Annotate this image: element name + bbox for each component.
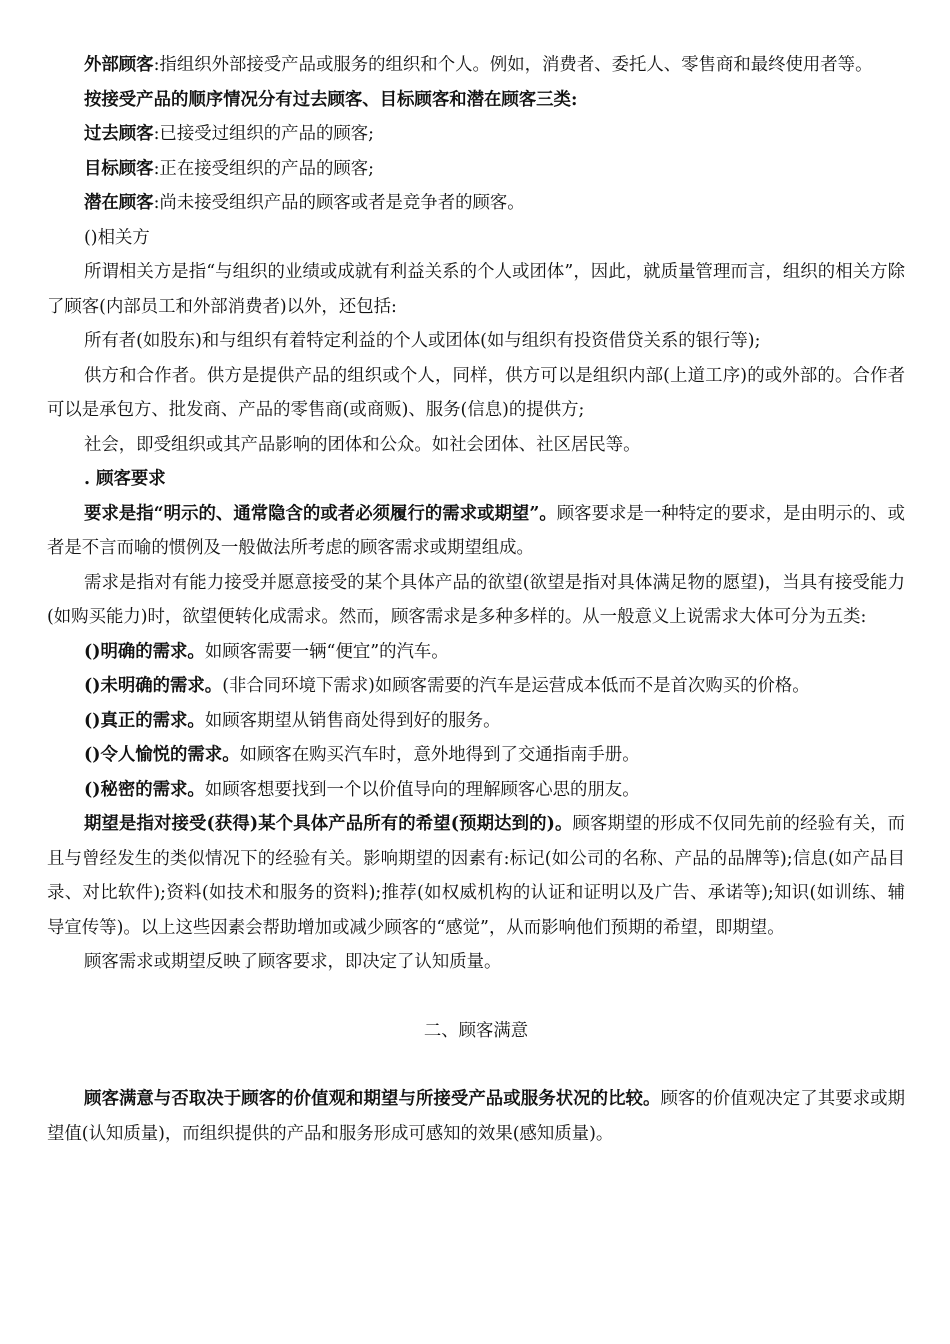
section-heading: 二、顾客满意 <box>423 1020 529 1041</box>
paragraph-text: 顾客的价值观决定了其要求或期望值(认知质量)，而组织提供的产品和服务形成可感知的效果(感知质量)。 <box>47 1089 905 1144</box>
paragraph-past-customer <box>47 117 905 152</box>
paragraph-related-parties-definition <box>47 255 905 324</box>
bold-term: ()秘密的需求。 <box>84 779 205 800</box>
paragraph-society <box>47 428 905 463</box>
paragraph-text: :正在接受组织的产品的顾客; <box>153 158 374 179</box>
bold-term: 外部顾客 <box>84 55 154 75</box>
paragraph-customer-satisfaction <box>47 1082 905 1151</box>
paragraph-text: 顾客期望的形成不仅同先前的经验有关，而且与曾经发生的类似情况下的经验有关。影响期望的因素有:标记(如公司的名称、产品的品牌等);信息(如产品目录、对比软件);资料(如技术和服务的资料);推荐(如权威机构的认证和证明以及广告、承诺等);知识(如训练、辅导宣传等)。以上这些因素会帮助增加或减少顾客的“感觉”，从而影响他们预期的希望，即期望。 <box>47 814 905 938</box>
paragraph-text: 如顾客需要一辆“便宜”的汽车。 <box>204 641 449 662</box>
bold-term: 潜在顾客 <box>84 193 154 213</box>
bold-term: 要求是指“明示的、通常隐含的或者必须履行的需求或期望”。 <box>84 503 557 524</box>
paragraph-text: 所有者(如股东)和与组织有着特定利益的个人或团体(如与组织有投资借贷关系的银行等); <box>84 331 761 351</box>
spacer <box>47 980 905 1014</box>
paragraph-text: ()相关方 <box>84 227 150 248</box>
bold-term: ()明确的需求。 <box>84 641 205 662</box>
paragraph-text: :已接受过组织的产品的顾客; <box>153 124 374 144</box>
paragraph-text: 社会，即受组织或其产品影响的团体和公众。如社会团体、社区居民等。 <box>84 434 641 455</box>
paragraph-text: 顾客要求是一种特定的要求，是由明示的、或者是不言而喻的惯例及一般做法所考虑的顾客需求或期望组成。 <box>47 503 905 558</box>
subheading-customer-requirements <box>47 462 905 497</box>
paragraph-text: 所谓相关方是指“与组织的业绩或成就有利益关系的个人或团体”，因此，就质量管理而言，组织的相关方除了顾客(内部员工和外部消费者)以外，还包括: <box>47 262 905 317</box>
bold-term: ()未明确的需求。 <box>84 676 223 696</box>
paragraph-text: 如顾客期望从销售商处得到好的服务。 <box>204 710 501 731</box>
bold-term: ()令人愉悦的需求。 <box>84 745 240 765</box>
paragraph-suppliers <box>47 359 905 428</box>
list-item-real-need <box>47 704 905 739</box>
paragraph-requirement-definition <box>47 497 905 566</box>
paragraph-potential-customer <box>47 186 905 221</box>
paragraph-text: :指组织外部接受产品或服务的组织和个人。例如，消费者、委托人、零售商和最终使用者等。 <box>153 55 873 75</box>
paragraph-text: (非合同环境下需求)如顾客需要的汽车是运营成本低而不是首次购买的价格。 <box>222 676 810 696</box>
paragraph-target-customer <box>47 152 905 187</box>
paragraph-text: 顾客需求或期望反映了顾客要求，即决定了认知质量。 <box>84 952 502 972</box>
bold-term: 按接受产品的顺序情况分有过去顾客、目标顾客和潜在顾客三类: <box>84 89 578 110</box>
paragraph-text: 需求是指对有能力接受并愿意接受的某个具体产品的欲望(欲望是指对具体满足物的愿望)，当具有接受能力(如购买能力)时，欲望便转化成需求。然而，顾客需求是多种多样的。从一般意义上说需求大体可分为五类: <box>47 572 905 627</box>
list-item-secret-need <box>47 773 905 808</box>
paragraph-text: 如顾客在购买汽车时，意外地得到了交通指南手册。 <box>239 745 640 765</box>
bold-term: . 顾客要求 <box>84 469 166 489</box>
bold-term: 过去顾客 <box>84 124 154 144</box>
paragraph-needs-definition <box>47 566 905 635</box>
paragraph-text: 供方和合作者。供方是提供产品的组织或个人，同样，供方可以是组织内部(上道工序)的或外部的。合作者可以是承包方、批发商、产品的零售商(或商贩)、服务(信息)的提供方; <box>47 365 905 420</box>
paragraph-external-customer <box>47 48 905 83</box>
bold-term: 顾客满意与否取决于顾客的价值观和期望与所接受产品或服务状况的比较。 <box>84 1089 661 1109</box>
paragraph-classification <box>47 83 905 118</box>
paragraph-owners <box>47 324 905 359</box>
bold-term: 期望是指对接受(获得)某个具体产品所有的希望(预期达到的)。 <box>84 814 573 834</box>
paragraph-perceived-quality <box>47 945 905 980</box>
paragraph-text: 如顾客想要找到一个以价值导向的理解顾客心思的朋友。 <box>204 779 640 800</box>
document-page <box>47 48 905 1151</box>
bold-term: 目标顾客 <box>84 158 154 179</box>
list-item-explicit-need <box>47 635 905 670</box>
paragraph-text: :尚未接受组织产品的顾客或者是竞争者的顾客。 <box>153 193 525 213</box>
list-item-delight-need <box>47 738 905 773</box>
bold-term: ()真正的需求。 <box>84 710 205 731</box>
subheading-related-parties <box>47 221 905 256</box>
paragraph-expectation-definition <box>47 807 905 945</box>
spacer <box>47 1048 905 1082</box>
list-item-implicit-need <box>47 669 905 704</box>
